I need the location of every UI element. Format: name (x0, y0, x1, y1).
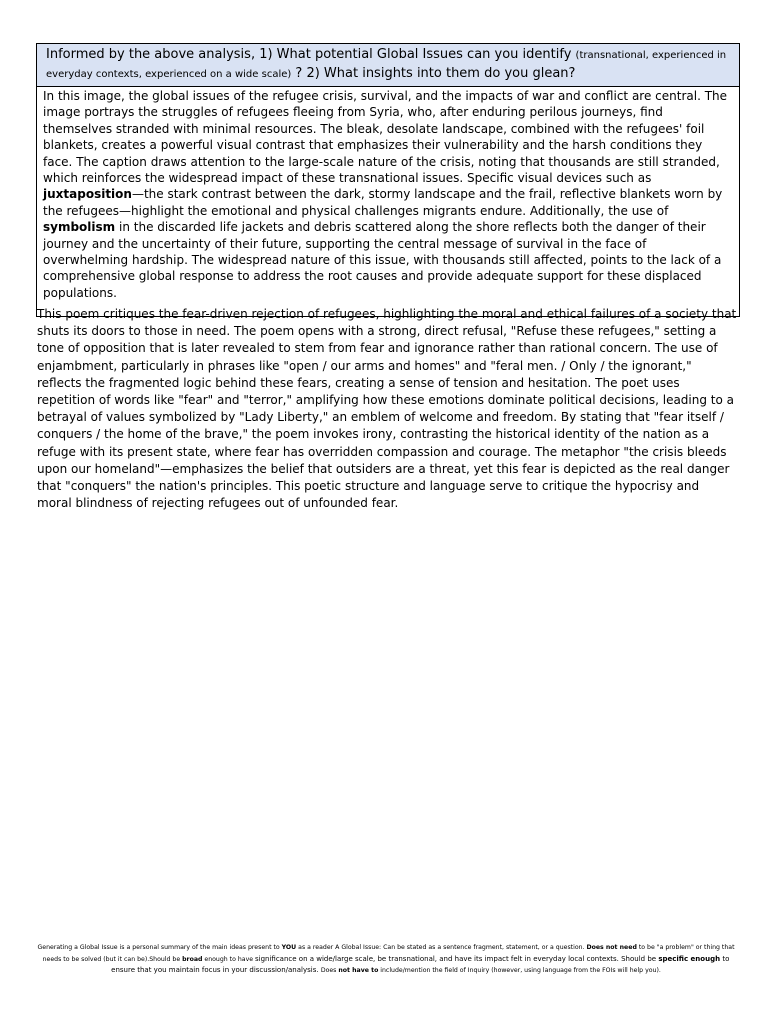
poem-analysis-paragraph: This poem critiques the fear-driven rejection of refugees, highlighting the moral and ethical failures of a society that shuts its doors to those in need. The poem opens with a strong, direct refusal, "Refuse these refugees," setting a tone of opposition that is later revealed to stem from fear and ignorance rather than rational concern. The use of enjambment, particularly in phrases like "open / our arms and homes" and "feral men. / Only / the ignorant," reflects the fragmented logic behind these fears, creating a sense of tension and hesitation. The poet uses repetition of words like "fear" and "terror," amplifying how these emotions dominate political decisions, leading to a betrayal of values symbolized by "Lady Liberty," an emblem of welcome and freedom. By stating that "fear itself / conquers / the home of the brave," the poem invokes irony, contrasting the historical identity of the nation as a refuge with its present state, where fear has overridden compassion and courage. The metaphor "the crisis bleeds upon our homeland"—emphasizes the belief that outsiders are a threat, yet this fear is depicted as the real danger that "conquers" the nation's principles. This poetic structure and language serve to critique the hypocrisy and moral blindness of rejecting refugees out of unfounded fear. (37, 307, 737, 511)
question-text-end: ? 2) What insights into them do you glean? (291, 66, 576, 81)
footer-emphasis: YOU (281, 944, 297, 951)
poem-analysis (37, 306, 737, 512)
question-header (37, 44, 739, 87)
question-table (36, 43, 740, 317)
footer-text: as a reader A Global Issue: Can be stated as a sentence fragment, statement, or a question. (296, 944, 587, 951)
footer-emphasis: Does not need (586, 944, 637, 951)
footer-text: Does (320, 967, 339, 974)
footer-emphasis: not have to (338, 967, 379, 974)
footer-note (36, 943, 736, 977)
footer-emphasis: specific enough (658, 954, 721, 963)
answer-term-symbolism: symbolism (43, 220, 116, 235)
footer-text: to ensure that you maintain focus in your discussion/analysis. (111, 954, 730, 974)
answer-text: In this image, the global issues of the refugee crisis, survival, and the impacts of war and conflict are central. The image portrays the struggles of refugees fleeing from Syria, who, after enduring perilous journeys, find themselves stranded with minimal resources. The bleak, desolate landscape, combined with the refugees' foil blankets, creates a powerful visual contrast that emphasizes their vulnerability and the harsh conditions they face. The caption draws attention to the large-scale nature of the crisis, noting that thousands are still stranded, which reinforces the widespread impact of these transnational issues. Specific visual devices such as (43, 89, 728, 186)
answer-text: in the discarded life jackets and debris scattered along the shore reflects both the danger of their journey and the uncertainty of their future, supporting the central message of survival in the face of overwhelming hardship. The widespread nature of this issue, with thousands still affected, points to the lack of a comprehensive global response to address the root causes and provide adequate support for these displaced populations. (43, 220, 722, 300)
answer-cell (37, 87, 739, 316)
footer-emphasis: broad (182, 955, 203, 963)
footer-text: Should be (149, 955, 183, 963)
footer-text: include/mention the field of Inquiry (however, using language from the FOIs will help you). (378, 967, 661, 974)
footer-text: to be "a problem" or thing that needs to be solved (but it can be). (42, 944, 735, 963)
question-text: Informed by the above analysis, 1) What potential Global Issues can you identify (46, 47, 576, 62)
question-parenthetical: (transnational, experienced in everyday contexts, experienced on a wide scale) (46, 50, 727, 80)
footer-text: enough to have (202, 955, 255, 963)
answer-text: —the stark contrast between the dark, stormy landscape and the frail, reflective blankets worn by the refugees—highlight the emotional and physical challenges migrants endure. Additionally, the use of (43, 187, 723, 218)
footer-text: Generating a Global Issue is a personal summary of the main ideas present to (37, 944, 282, 951)
answer-term-juxtaposition: juxtaposition (43, 187, 132, 202)
footer-text: significance on a wide/large scale, be transnational, and have its impact felt in everyday local contexts. Should be (255, 954, 659, 963)
